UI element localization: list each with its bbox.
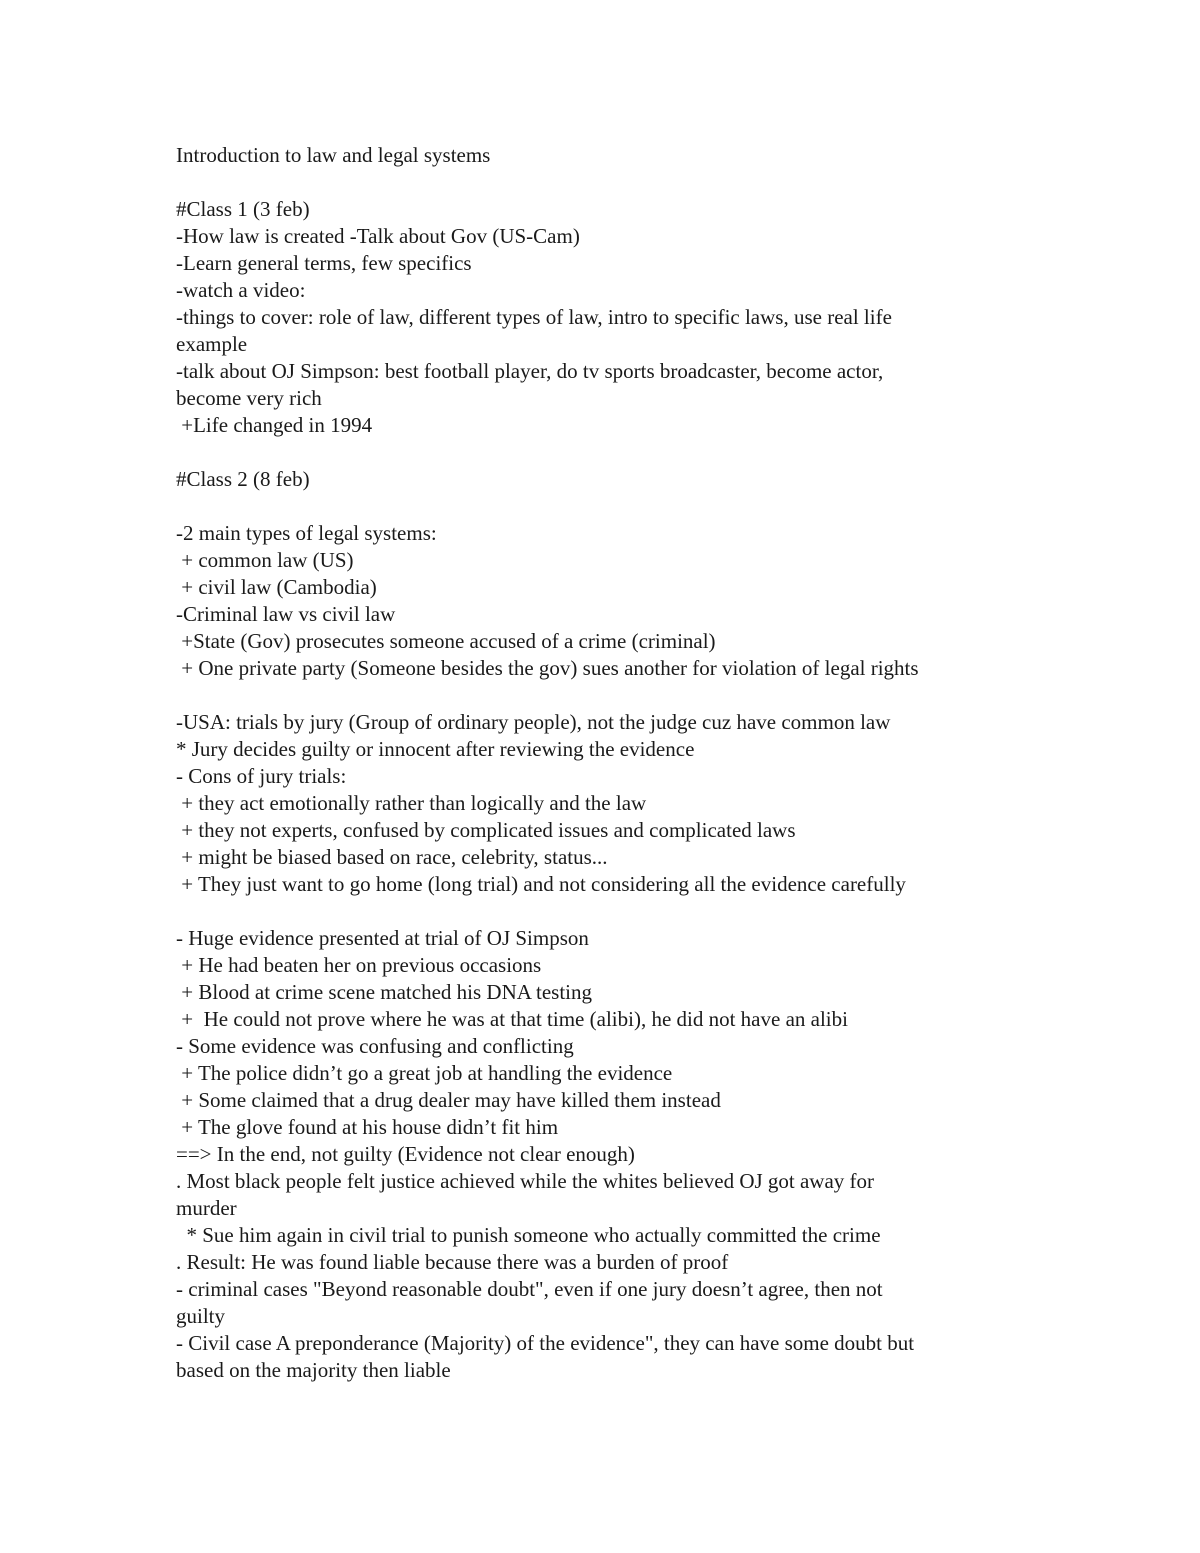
class1-line: example	[176, 332, 248, 356]
jury-line: * Jury decides guilty or innocent after reviewing the evidence	[176, 737, 695, 761]
jury-line: + they act emotionally rather than logically and the law	[176, 791, 647, 815]
class1-line: -Learn general terms, few specifics	[176, 251, 472, 275]
legal-systems-line: -2 main types of legal systems:	[176, 521, 437, 545]
spacer	[176, 439, 1026, 466]
legal-systems-line: + One private party (Someone besides the gov) sues another for violation of legal rights	[176, 656, 919, 680]
legal-systems-line: +State (Gov) prosecutes someone accused of a crime (criminal)	[176, 629, 716, 653]
oj-trial-line: based on the majority then liable	[176, 1358, 451, 1382]
oj-trial-line: - Some evidence was confusing and conflicting	[176, 1034, 574, 1058]
oj-trial-line: - Huge evidence presented at trial of OJ Simpson	[176, 926, 589, 950]
class1-line: -things to cover: role of law, different types of law, intro to specific laws, use real life	[176, 305, 892, 329]
class1-line: -How law is created -Talk about Gov (US-Cam)	[176, 224, 580, 248]
class1-line: +Life changed in 1994	[176, 413, 373, 437]
oj-trial-line: * Sue him again in civil trial to punish someone who actually committed the crime	[176, 1223, 881, 1247]
oj-trial-line: + Blood at crime scene matched his DNA testing	[176, 980, 593, 1004]
class2-heading: #Class 2 (8 feb)	[176, 467, 310, 491]
legal-systems-line: -Criminal law vs civil law	[176, 602, 396, 626]
class1-line: -talk about OJ Simpson: best football player, do tv sports broadcaster, become actor,	[176, 359, 884, 383]
jury-line: + might be biased based on race, celebrity, status...	[176, 845, 608, 869]
class1-line: become very rich	[176, 386, 322, 410]
oj-trial-line: + He could not prove where he was at that time (alibi), he did not have an alibi	[176, 1007, 848, 1031]
oj-trial-line: + Some claimed that a drug dealer may have killed them instead	[176, 1088, 721, 1112]
document-body	[176, 142, 1026, 1384]
jury-line: - Cons of jury trials:	[176, 764, 347, 788]
spacer	[176, 898, 1026, 925]
jury-line: + they not experts, confused by complicated issues and complicated laws	[176, 818, 796, 842]
spacer	[176, 169, 1026, 196]
legal-systems-line: + civil law (Cambodia)	[176, 575, 377, 599]
spacer	[176, 682, 1026, 709]
oj-trial-line: . Most black people felt justice achieved while the whites believed OJ got away for	[176, 1169, 875, 1193]
class1-heading: #Class 1 (3 feb)	[176, 197, 310, 221]
spacer	[176, 493, 1026, 520]
oj-trial-line: + He had beaten her on previous occasions	[176, 953, 542, 977]
jury-line: + They just want to go home (long trial) and not considering all the evidence carefully	[176, 872, 906, 896]
jury-line: -USA: trials by jury (Group of ordinary people), not the judge cuz have common law	[176, 710, 891, 734]
oj-trial-line: ==> In the end, not guilty (Evidence not clear enough)	[176, 1142, 635, 1166]
class1-line: -watch a video:	[176, 278, 306, 302]
oj-trial-line: - criminal cases "Beyond reasonable doubt", even if one jury doesn’t agree, then not	[176, 1277, 883, 1301]
oj-trial-line: + The police didn’t go a great job at handling the evidence	[176, 1061, 673, 1085]
oj-trial-line: guilty	[176, 1304, 226, 1328]
oj-trial-line: . Result: He was found liable because there was a burden of proof	[176, 1250, 729, 1274]
oj-trial-line: + The glove found at his house didn’t fit him	[176, 1115, 559, 1139]
oj-trial-line: murder	[176, 1196, 237, 1220]
legal-systems-line: + common law (US)	[176, 548, 354, 572]
oj-trial-line: - Civil case A preponderance (Majority) of the evidence", they can have some doubt but	[176, 1331, 915, 1355]
document-title: Introduction to law and legal systems	[176, 143, 491, 167]
